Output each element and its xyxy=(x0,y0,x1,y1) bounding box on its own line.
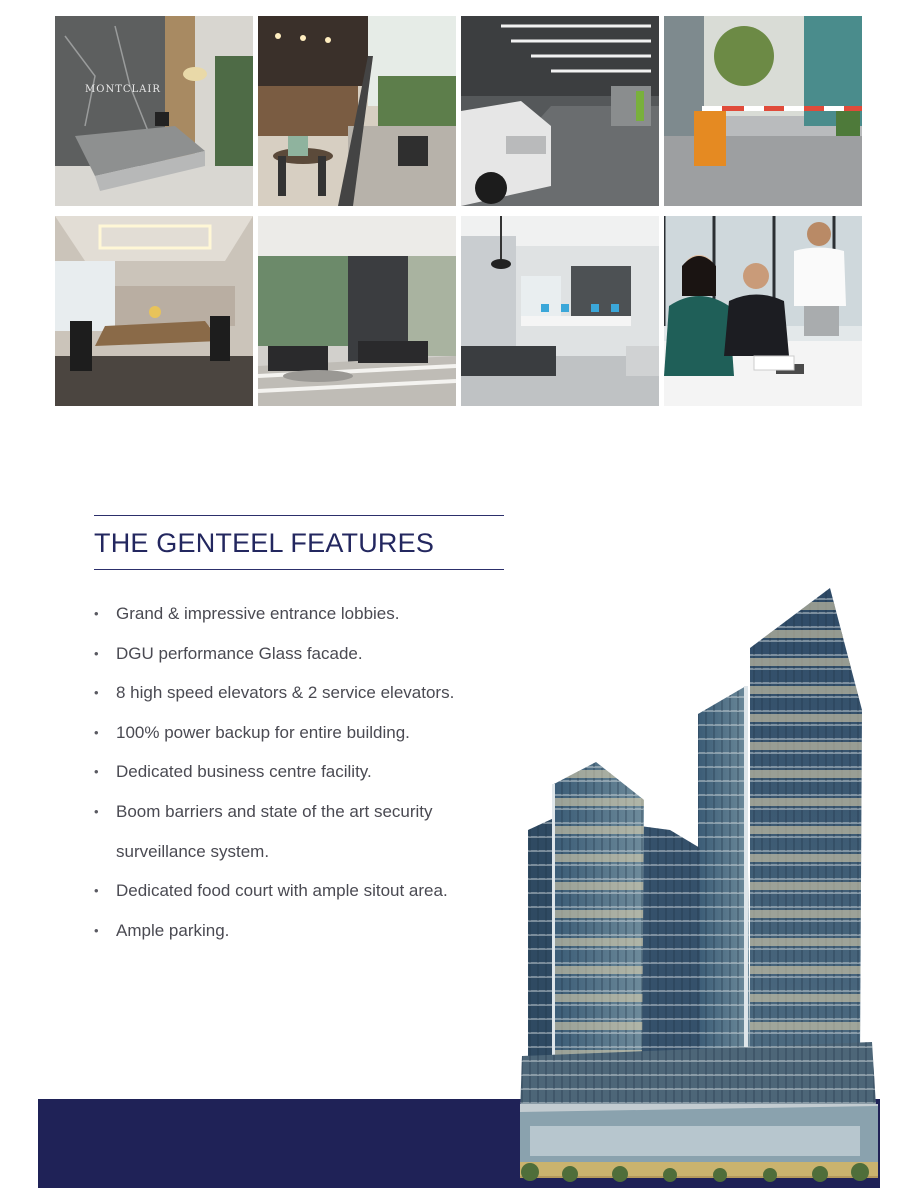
section-heading: THE GENTEEL FEATURES xyxy=(94,528,435,558)
boom-barrier-photo xyxy=(664,16,862,206)
feature-item: • 100% power backup for entire building. xyxy=(94,713,514,753)
feature-item: • Grand & impressive entrance lobbies. xyxy=(94,594,514,634)
feature-list xyxy=(94,594,514,950)
feature-item: • DGU performance Glass facade. xyxy=(94,634,514,674)
lobby-sign-text: MONTCLAIR xyxy=(85,84,161,95)
workspace-photo xyxy=(461,216,659,406)
parking-basement-photo xyxy=(461,16,659,206)
lounge-photo xyxy=(258,216,456,406)
feature-item: • Ample parking. xyxy=(94,911,514,951)
entrance-lobby-photo xyxy=(55,16,253,206)
cafe-seating-photo xyxy=(258,16,456,206)
building-tower-illustration xyxy=(510,586,890,1188)
heading-top-rule xyxy=(94,515,504,516)
heading-bottom-rule xyxy=(94,569,504,570)
feature-item: • Dedicated business centre facility. xyxy=(94,752,514,792)
business-team-photo xyxy=(664,216,862,406)
feature-item: • Dedicated food court with ample sitout area. xyxy=(94,871,514,911)
feature-item: • Boom barriers and state of the art security surveillance system. xyxy=(94,792,496,871)
feature-item: • 8 high speed elevators & 2 service elevators. xyxy=(94,673,514,713)
conference-room-photo xyxy=(55,216,253,406)
